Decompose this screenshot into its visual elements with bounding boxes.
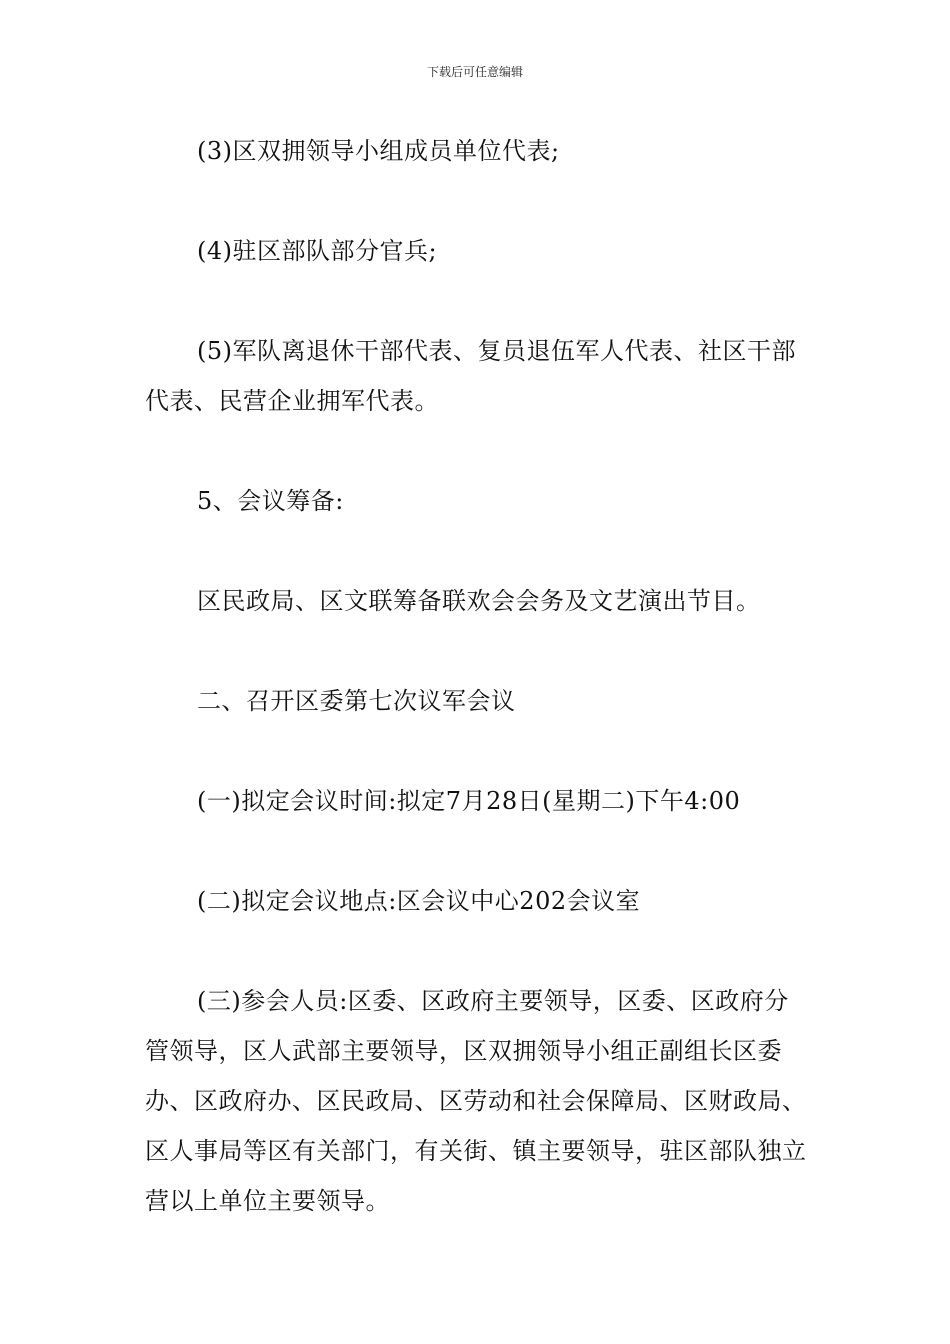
section-heading-military-meeting: 二、召开区委第七次议军会议 <box>197 687 516 715</box>
paragraph-meeting-prep: 区民政局、区文联筹备联欢会会务及文艺演出节目。 <box>197 587 761 615</box>
paragraph-gap <box>145 426 810 476</box>
paragraph-meeting-location: (二)拟定会议地点:区会议中心202会议室 <box>197 887 641 915</box>
paragraph-gap <box>145 626 810 676</box>
paragraph-gap <box>145 926 810 976</box>
paragraph-meeting-time: (一)拟定会议时间:拟定7月28日(星期二)下午4:00 <box>197 787 741 815</box>
paragraph-item-3: (3)区双拥领导小组成员单位代表; <box>197 137 560 165</box>
paragraph-attendees: (三)参会人员:区委、区政府主要领导，区委、区政府分管领导，区人武部主要领导，区双拥领导小组正副组长区委办、区政府办、区民政局、区劳动和社会保障局、区财政局、区人事局等区有关部门，有关街、镇主要领导，驻区部队独立营以上单位主要领导。 <box>145 987 807 1215</box>
document-body <box>145 126 810 1226</box>
paragraph-gap <box>145 526 810 576</box>
paragraph-gap <box>145 176 810 226</box>
page-header-note: 下载后可任意编辑 <box>426 65 523 79</box>
paragraph-gap <box>145 726 810 776</box>
paragraph-gap <box>145 826 810 876</box>
paragraph-item-5: (5)军队离退休干部代表、复员退伍军人代表、社区干部代表、民营企业拥军代表。 <box>145 337 796 415</box>
section-heading-meeting-prep: 5、会议筹备: <box>197 487 344 515</box>
paragraph-gap <box>145 276 810 326</box>
paragraph-item-4: (4)驻区部队部分官兵; <box>197 237 438 265</box>
